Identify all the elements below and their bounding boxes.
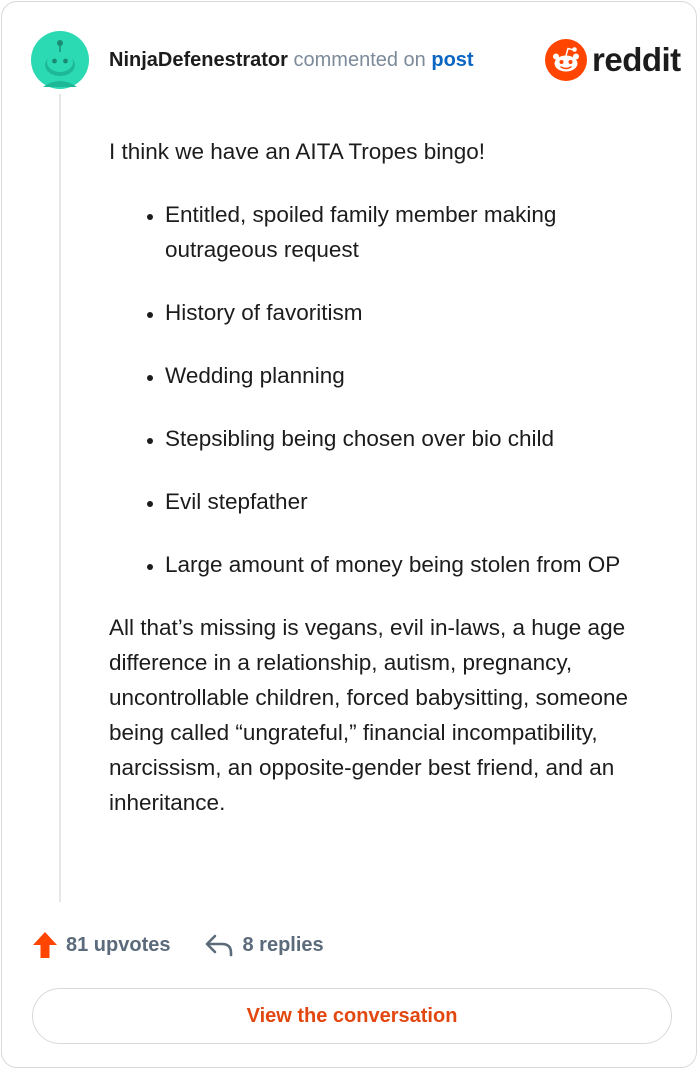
thread-line (59, 94, 61, 902)
list-item: • History of favoritism (165, 295, 654, 330)
list-item: • Wedding planning (165, 358, 654, 393)
reply-arrow-icon (205, 933, 233, 957)
post-link[interactable]: post (431, 49, 474, 71)
list-item: • Large amount of money being stolen from OP (165, 547, 654, 582)
comment-closing: All that’s missing is vegans, evil in-laws, a huge age difference in a relationship, autism, pregnancy, uncontrollable children, forced babysitting, someone being called “ungrateful,” financial incompatibility, narcissism, an opposite-gender best friend, and an inheritance. (109, 615, 629, 815)
view-conversation-button[interactable]: View the conversation (32, 988, 672, 1044)
reddit-snoo-icon (545, 39, 587, 81)
tropes-list (109, 197, 654, 582)
comment-body (109, 134, 654, 820)
username-link[interactable]: NinjaDefenestrator (109, 49, 288, 71)
upvote-arrow-icon (32, 931, 58, 959)
list-item: • Evil stepfather (165, 484, 654, 519)
comment-intro: I think we have an AITA Tropes bingo! (109, 139, 486, 164)
comment-embed-card (1, 1, 697, 1068)
upvotes-stat[interactable] (32, 931, 170, 959)
replies-count: 8 replies (242, 933, 324, 956)
list-item: • Entitled, spoiled family member making outrageous request (165, 197, 654, 267)
replies-stat[interactable] (205, 933, 323, 957)
reddit-logo[interactable] (545, 39, 681, 81)
user-avatar-icon[interactable] (31, 31, 89, 89)
action-text: commented on (293, 49, 426, 71)
comment-stats (32, 930, 324, 960)
list-item: • Stepsibling being chosen over bio child (165, 421, 654, 456)
comment-header (109, 48, 474, 72)
upvotes-count: 81 upvotes (66, 933, 171, 956)
reddit-wordmark: reddit (592, 41, 681, 78)
